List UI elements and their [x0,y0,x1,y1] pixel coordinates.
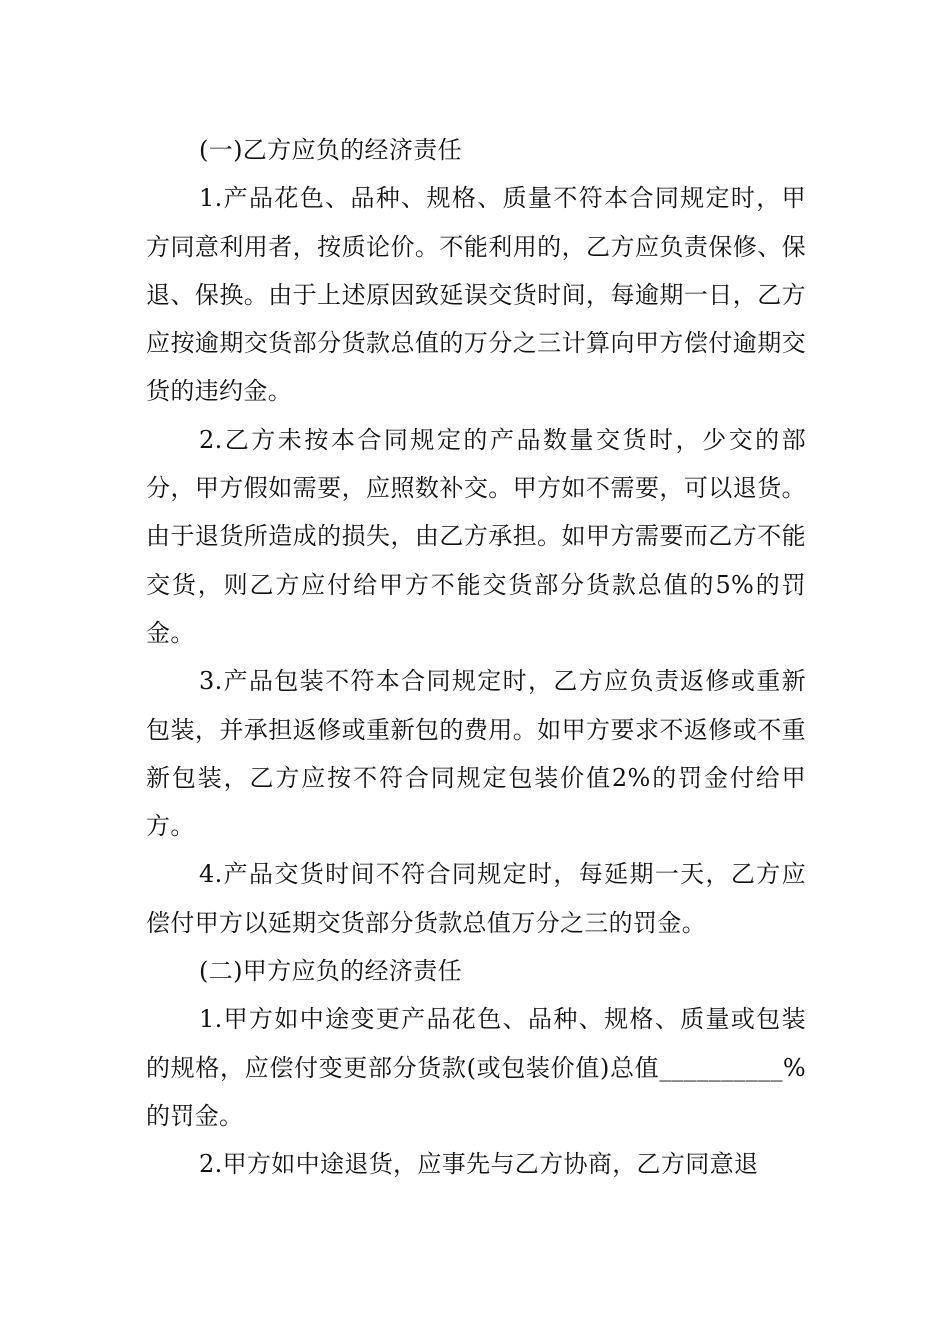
clause-paragraph: 1.产品花色、品种、规格、质量不符本合同规定时，甲方同意利用者，按质论价。不能利用的，乙方应负责保修、保退、保换。由于上述原因致延误交货时间，每逾期一日，乙方应按逾期交货部分货款总值的万分之三计算向甲方偿付逾期交货的违约金。 [146,184,806,406]
clause-paragraph: 4.产品交货时间不符合同规定时，每延期一天，乙方应偿付甲方以延期交货部分货款总值万分之三的罚金。 [146,860,806,937]
clause-paragraph: 2.乙方未按本合同规定的产品数量交货时，少交的部分，甲方假如需要，应照数补交。甲方如不需要，可以退货。由于退货所造成的损失，由乙方承担。如甲方需要而乙方不能交货，则乙方应付给甲方不能交货部分货款总值的5%的罚金。 [146,425,806,647]
section-heading-party-a: (二)甲方应负的经济责任 [199,957,462,986]
clause-paragraph: 1.甲方如中途变更产品花色、品种、规格、质量或包装的规格，应偿付变更部分货款(或包装价值)总值__________%的罚金。 [146,1005,806,1130]
document-body [146,126,806,1189]
clause-paragraph: 2.甲方如中途退货，应事先与乙方协商，乙方同意退 [199,1150,759,1179]
clause-paragraph: 3.产品包装不符本合同规定时，乙方应负责返修或重新包装，并承担返修或重新包的费用。如甲方要求不返修或不重新包装，乙方应按不符合同规定包装价值2%的罚金付给甲方。 [146,667,806,841]
section-heading-party-b: (一)乙方应负的经济责任 [199,136,462,164]
